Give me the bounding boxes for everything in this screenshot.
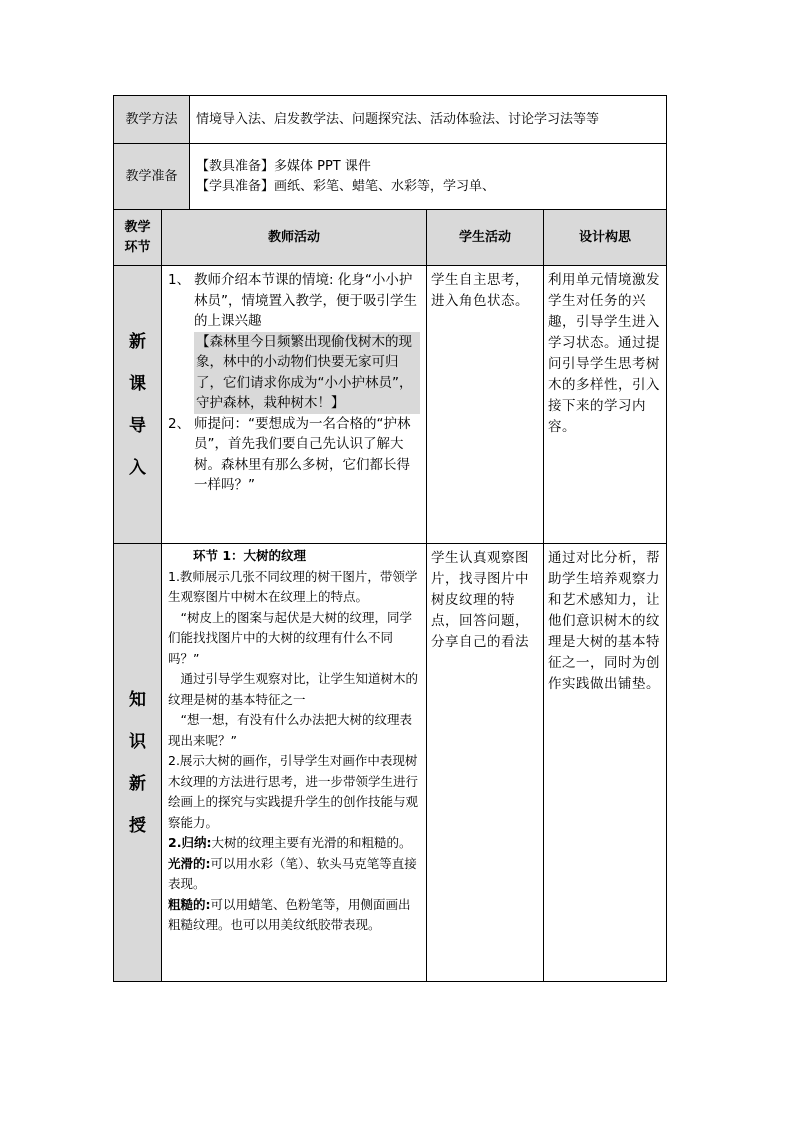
knowledge-title: 环节 1：大树的纹理: [193, 548, 307, 563]
intro-teacher-activity: [162, 266, 427, 544]
intro-item-2: 2、 师提问：“要想成为一名合格的“护林员”，首先我们要自己先认识了解大树。森林里有那么多树，它们都长得一样吗？”: [168, 415, 411, 493]
header-student: 学生活动: [427, 210, 544, 266]
header-design: 设计构思: [544, 210, 667, 266]
intro-design: 利用单元情境激发学生对任务的兴趣，引导学生进入学习状态。通过提问引导学生思考树木的多样性，引入接下来的学习内容。: [544, 266, 667, 544]
section-knowledge: 知 识 新 授: [114, 544, 162, 982]
knowledge-p2: “树皮上的图案与起伏是大树的纹理，同学们能找找图片中的大树的纹理有什么不同吗？”: [168, 609, 412, 666]
header-teacher: 教师活动: [162, 210, 427, 266]
intro-quote: 【森林里今日频繁出现偷伐树木的现象，林中的小动物们快要无家可归了，它们请求你成为“小小护林员”，守护森林，栽种树木！】: [194, 332, 420, 414]
intro-row: [114, 266, 667, 544]
prep-line-teaching-aids: 【教具准备】多媒体 PPT 课件: [196, 158, 371, 174]
knowledge-design: 通过对比分析，帮助学生培养观察力和艺术感知力，让他们意识树木的纹理是大树的基本特征之一，同时为创作实践做出铺垫。: [544, 544, 667, 982]
knowledge-p5: 2.展示大树的画作，引导学生对画作中表现树木纹理的方法进行思考，进一步带领学生进行绘画上的探究与实践提升学生的创作技能与观察能力。: [168, 753, 419, 830]
method-label: 教学方法: [114, 96, 190, 144]
knowledge-row: [114, 544, 667, 982]
knowledge-p6: 2.归纳:大树的纹理主要有光滑的和粗糙的。: [168, 835, 412, 850]
prep-value: [190, 144, 667, 210]
lesson-plan-document: [113, 95, 666, 982]
method-value: 情境导入法、启发教学法、问题探究法、活动体验法、讨论学习法等等: [190, 96, 667, 144]
knowledge-teacher-activity: [162, 544, 427, 982]
method-prep-table: [113, 95, 667, 210]
knowledge-p3: 通过引导学生观察对比，让学生知道树木的纹理是树的基本特征之一: [168, 671, 419, 707]
intro-item-1: 1、 教师介绍本节课的情境: 化身“小小护林员”，情境置入教学，便于吸引学生的上课兴趣: [168, 272, 417, 329]
knowledge-student-activity: 学生认真观察图片，找寻图片中树皮纹理的特点，回答问题，分享自己的看法: [427, 544, 544, 982]
knowledge-p8: 粗糙的:可以用蜡笔、色粉笔等，用侧面画出粗糙纹理。也可以用美纹纸胶带表现。: [168, 896, 411, 932]
prep-row: [114, 144, 667, 210]
knowledge-p1: 1.教师展示几张不同纹理的树干图片，带领学生观察图片中树木在纹理上的特点。: [168, 568, 418, 604]
method-row: [114, 96, 667, 144]
knowledge-p7: 光滑的:可以用水彩（笔）、软头马克笔等直接表现。: [168, 855, 417, 891]
intro-student-activity: 学生自主思考，进入角色状态。: [427, 266, 544, 544]
header-stage: 教学 环节: [114, 210, 162, 266]
prep-label: 教学准备: [114, 144, 190, 210]
knowledge-p4: “想一想，有没有什么办法把大树的纹理表现出来呢？”: [168, 712, 412, 748]
prep-line-learning-aids: 【学具准备】画纸、彩笔、蜡笔、水彩等，学习单、: [196, 178, 496, 194]
activity-table: [113, 209, 667, 982]
section-intro: 新 课 导 入: [114, 266, 162, 544]
header-row: [114, 210, 667, 266]
